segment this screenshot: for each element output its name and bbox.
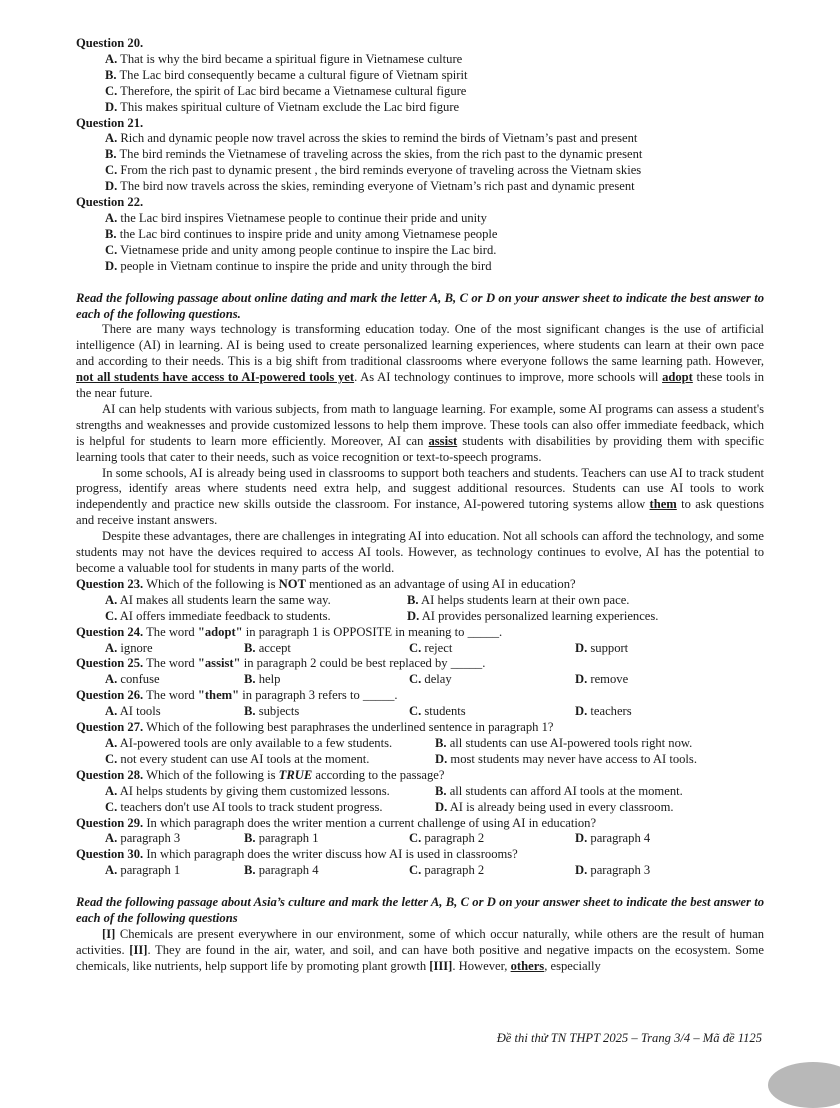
q21-option-a: A. Rich and dynamic people now travel across the skies to remind the birds of Vietnam’s past and present <box>105 131 638 146</box>
q21-option-c: C. From the rich past to dynamic present , the bird reminds everyone of traveling across the Vietnam skies <box>105 163 642 178</box>
passage2-paragraph-1: [I] Chemicals are present everywhere in our environment, some of which occur naturally, while others are the result of human activities. [II]. They are found in the air, water, and soil, and can have both positive and negative impacts on the ecosystem. Some chemicals, like nutrients, help support life by promoting plant growth [III]. However, others, especially <box>76 926 764 973</box>
question-30: Question 30. In which paragraph does the writer discuss how AI is used in classrooms? <box>76 847 518 862</box>
passage1-paragraph-4: Despite these advantages, there are challenges in integrating AI into education. Not all schools can afford the technology, and some students may not have the devices required to access AI tools. However, as technology continues to evolve, AI has the potential to become a valuable tool for students in many parts of the world. <box>76 529 764 575</box>
q20-option-d: D. This makes spiritual culture of Vietnam exclude the Lac bird figure <box>105 99 460 114</box>
reading-instruction-2: Read the following passage about Asia’s culture and mark the letter A, B, C or D on your answer sheet to indicate the best answer to each of the following questions <box>76 895 764 926</box>
underlined-word-them: them <box>649 497 677 512</box>
question-21-title: Question 21. <box>76 115 144 130</box>
q27-options-row-2: C. not every student can use AI tools at the moment. D. most students may never have access to AI tools. <box>105 751 697 766</box>
q22-option-c: C. Vietnamese pride and unity among people continue to inspire the Lac bird. <box>105 242 497 257</box>
q21-option-d: D. The bird now travels across the skies, reminding everyone of Vietnam’s rich past and dynamic present <box>105 179 635 194</box>
q22-option-b: B. the Lac bird continues to inspire pride and unity among Vietnamese people <box>105 226 498 241</box>
question-26: Question 26. The word "them" in paragraph 3 refers to _____. <box>76 688 398 703</box>
q22-option-d: D. people in Vietnam continue to inspire the pride and unity through the bird <box>105 258 492 273</box>
q22-option-a: A. the Lac bird inspires Vietnamese people to continue their pride and unity <box>105 210 487 225</box>
passage1-paragraph-3: In some schools, AI is already being used in classrooms to support both teachers and students. Teachers can use AI to track student progress, identify areas where students need extra help, and suggest additional resources. Students can use AI tools to work independently and practice new skills outside the classroom. For instance, AI-powered tutoring systems allow them to ask questions and receive instant answers. <box>76 465 764 528</box>
underlined-word-others: others <box>510 958 545 973</box>
underlined-word-adopt: adopt <box>662 370 693 385</box>
q20-option-a: A. That is why the bird became a spiritual figure in Vietnamese culture <box>105 51 463 66</box>
question-28: Question 28. Which of the following is TRUE according to the passage? <box>76 767 445 782</box>
question-22-title: Question 22. <box>76 195 144 210</box>
question-29: Question 29. In which paragraph does the writer mention a current challenge of using AI in education? <box>76 815 597 830</box>
q24-options: A. ignore B. accept C. reject D. support <box>105 640 629 655</box>
passage1-paragraph-1: There are many ways technology is transforming education today. One of the most significant changes is the use of artificial intelligence (AI) in learning. AI is being used to create personalized learning experiences, where students can learn at their own pace and according to their needs. This is a big shift from traditional classrooms where everyone follows the same learning path. However, not all students have access to AI-powered tools yet. As AI technology continues to improve, more schools will adopt these tools in the near future. <box>76 322 764 401</box>
question-27: Question 27. Which of the following best paraphrases the underlined sentence in paragraph 1? <box>76 720 554 735</box>
corner-shadow <box>768 1062 840 1108</box>
q26-options: A. AI tools B. subjects C. students D. teachers <box>105 704 632 719</box>
q30-options: A. paragraph 1 B. paragraph 4 C. paragraph 2 D. paragraph 3 <box>105 863 651 878</box>
q20-option-c: C. Therefore, the spirit of Lac bird became a Vietnamese cultural figure <box>105 83 467 98</box>
q20-option-b: B. The Lac bird consequently became a cultural figure of Vietnam spirit <box>105 67 468 82</box>
question-23: Question 23. Which of the following is NOT mentioned as an advantage of using AI in education? <box>76 576 576 591</box>
q28-options-row-2: C. teachers don't use AI tools to track student progress. D. AI is already being used in every classroom. <box>105 799 674 814</box>
q23-options-row-2: C. AI offers immediate feedback to students. D. AI provides personalized learning experiences. <box>105 608 659 623</box>
q29-options: A. paragraph 3 B. paragraph 1 C. paragraph 2 D. paragraph 4 <box>105 831 651 846</box>
reading-instruction-1: Read the following passage about online dating and mark the letter A, B, C or D on your answer sheet to indicate the best answer to each of the following questions. <box>76 290 764 321</box>
q23-options-row-1: A. AI makes all students learn the same way. B. AI helps students learn at their own pace. <box>105 592 630 607</box>
q27-options-row-1: A. AI-powered tools are only available to a few students. B. all students can use AI-powered tools right now. <box>105 735 693 750</box>
question-24: Question 24. The word "adopt" in paragraph 1 is OPPOSITE in meaning to _____. <box>76 624 503 639</box>
page-footer: Đề thi thử TN THPT 2025 – Trang 3/4 – Mã đề 1125 <box>496 1031 762 1045</box>
underlined-word-assist: assist <box>428 433 458 448</box>
passage1-paragraph-2: AI can help students with various subjects, from math to language learning. For example, some AI programs can assess a student's strengths and weaknesses and provide customized lessons to help them improve. These tools can also offer immediate feedback, which is helpful for students to learn more efficiently. Moreover, AI can assist students with disabilities by providing them with specific learning tools that cater to their needs, such as voice recognition or text-to-speech programs. <box>76 401 764 464</box>
question-25: Question 25. The word "assist" in paragraph 2 could be best replaced by _____. <box>76 656 486 671</box>
q25-options: A. confuse B. help C. delay D. remove <box>105 672 629 687</box>
q28-options-row-1: A. AI helps students by giving them customized lessons. B. all students can afford AI tools at the moment. <box>105 783 683 798</box>
q21-option-b: B. The bird reminds the Vietnamese of traveling across the skies, from the rich past to the dynamic present <box>105 147 643 162</box>
question-20-title: Question 20. <box>76 36 144 50</box>
underlined-sentence: not all students have access to AI-powered tools yet <box>76 370 355 385</box>
